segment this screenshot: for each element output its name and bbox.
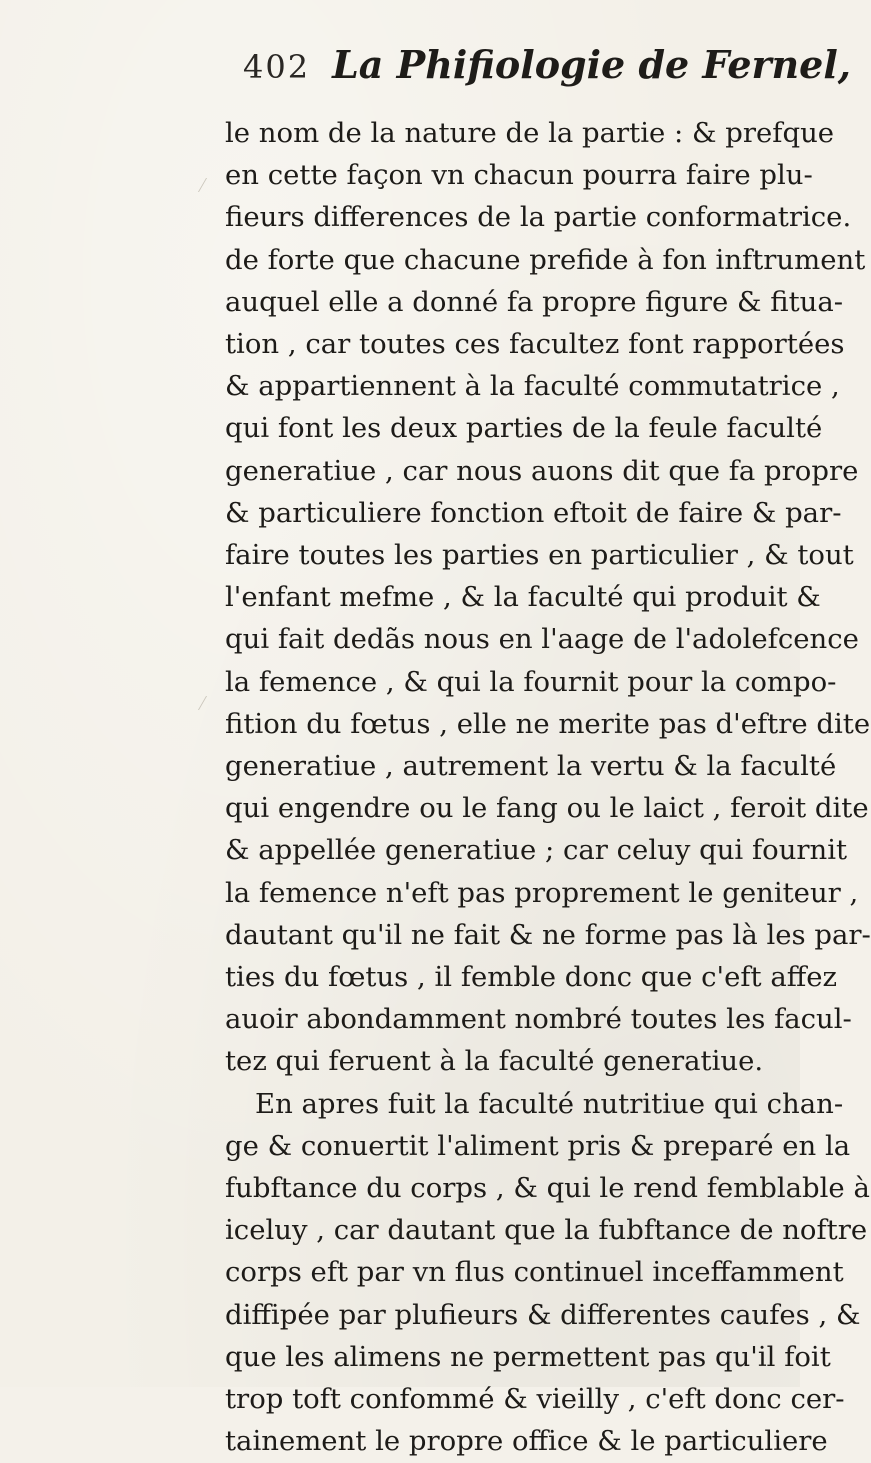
text-line: qui fait dedãs nous en l'aage de l'adolefcence	[225, 623, 859, 656]
running-title: La Phifiologie de Fernel,	[332, 42, 851, 87]
text-line: le nom de la nature de la partie : & prefque	[225, 117, 835, 149]
text-line: de forte que chacune prefide à fon inftrument	[225, 243, 866, 276]
text-line: En apres fuit la faculté nutritiue qui chan-	[255, 1087, 844, 1120]
text-line: tainement le propre office & le particuliere	[225, 1425, 828, 1458]
text-line: diffipée par plufieurs & differentes caufes , &	[225, 1298, 861, 1331]
text-line: ge & conuertit l'aliment pris & preparé en la	[225, 1129, 851, 1162]
text-line: dautant qu'il ne fait & ne forme pas là les par-	[225, 918, 871, 951]
text-line: iceluy , car dautant que la fubftance de noftre	[225, 1214, 868, 1247]
text-line: & particuliere fonction eftoit de faire & par-	[225, 496, 842, 529]
page-header	[243, 42, 851, 102]
text-line: fieurs differences de la partie conformatrice.	[225, 201, 852, 234]
text-line: qui font les deux parties de la feule faculté	[225, 412, 823, 445]
text-line: la femence n'eft pas proprement le geniteur ,	[225, 876, 859, 909]
body-text	[225, 112, 871, 1458]
text-line: auquel elle a donné fa propre figure & fitua-	[225, 285, 844, 318]
text-line: ties du fœtus , il femble donc que c'eft affez	[225, 961, 838, 994]
text-line: tez qui feruent à la faculté generatiue.	[225, 1045, 764, 1078]
margin-mark	[198, 178, 217, 192]
text-line: en cette façon vn chacun pourra faire plu-	[225, 159, 813, 192]
text-line: & appartiennent à la faculté commutatrice ,	[225, 370, 840, 403]
text-line: la femence , & qui la fournit pour la compo-	[225, 665, 837, 698]
text-line: que les alimens ne permettent pas qu'il foit	[225, 1340, 831, 1373]
text-line: tion , car toutes ces facultez font rapportées	[225, 328, 845, 361]
text-line: generatiue , autrement la vertu & la faculté	[225, 750, 837, 783]
text-line: auoir abondamment nombré toutes les facul-	[225, 1003, 852, 1036]
text-line: trop toft confommé & vieilly , c'eft donc cer-	[225, 1383, 845, 1416]
text-line: l'enfant mefme , & la faculté qui produit &	[225, 581, 821, 614]
text-line: corps eft par vn flus continuel inceffamment	[225, 1256, 844, 1289]
page-number: 402	[243, 48, 311, 86]
margin-mark	[198, 696, 217, 710]
text-line: fition du fœtus , elle ne merite pas d'eftre dite	[225, 707, 871, 740]
text-line: & appellée generatiue ; car celuy qui fournit	[225, 834, 848, 867]
text-line: faire toutes les parties en particulier , & tout	[225, 539, 854, 572]
text-line: qui engendre ou le fang ou le laict , feroit dite	[225, 792, 869, 825]
text-line: fubftance du corps , & qui le rend femblable à	[225, 1172, 870, 1205]
text-line: generatiue , car nous auons dit que fa propre	[225, 454, 859, 487]
